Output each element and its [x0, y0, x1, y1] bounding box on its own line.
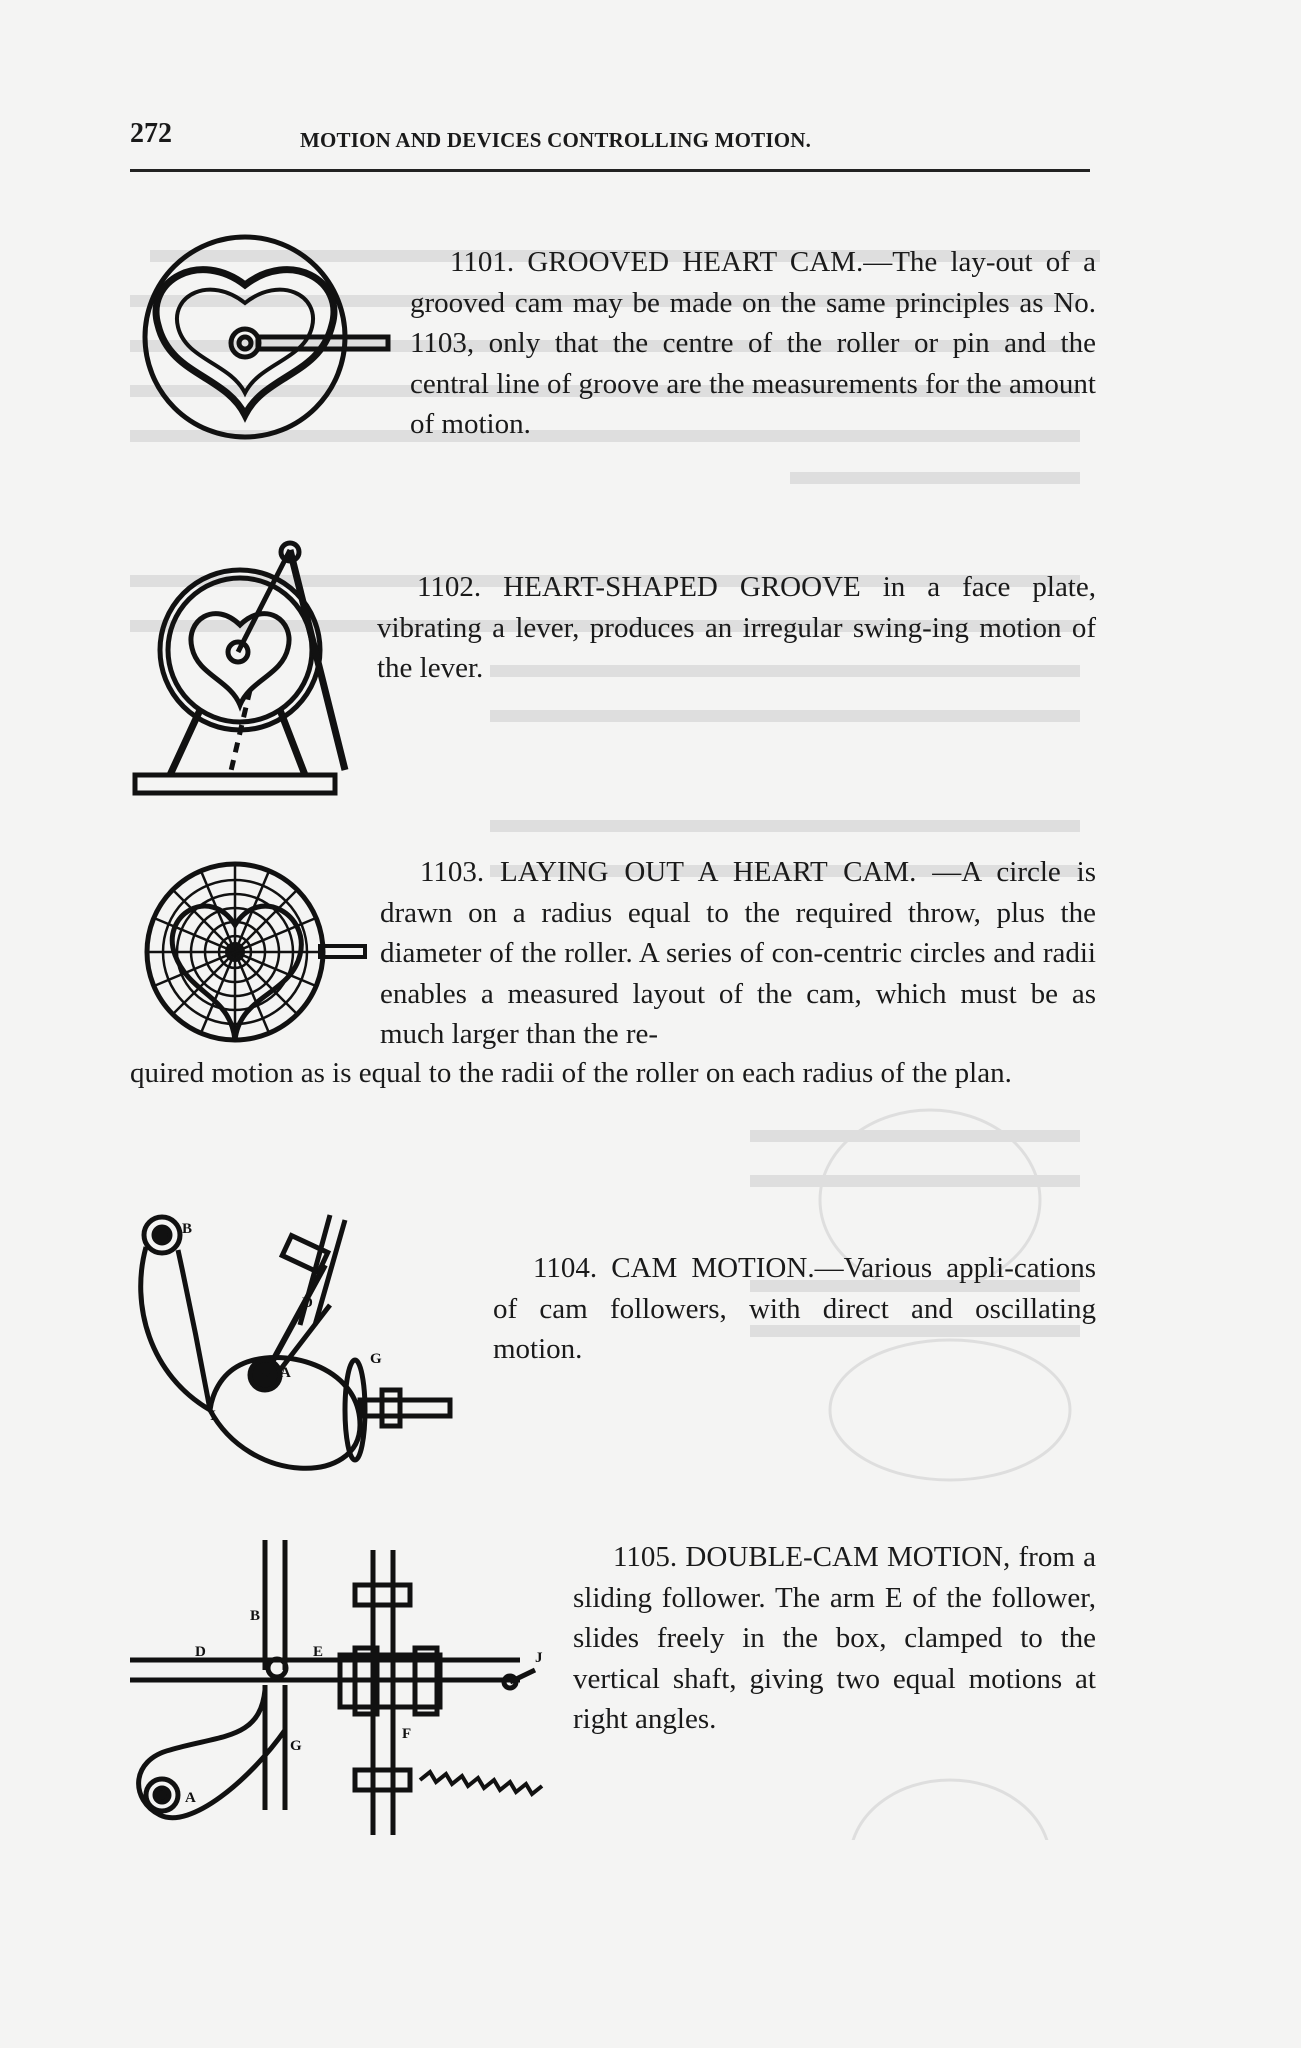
figure-cam-motion [130, 1195, 470, 1495]
label-a: A [185, 1790, 196, 1806]
figure-heart-shaped-groove [130, 540, 360, 805]
running-title: MOTION AND DEVICES CONTROLLING MOTION. [300, 128, 812, 152]
figure-laying-out-heart-cam [140, 855, 370, 1050]
page-number: 272 [130, 118, 172, 149]
header-rule [130, 169, 1090, 172]
figure-grooved-heart-cam [130, 225, 400, 450]
label-a: A [280, 1365, 291, 1381]
entry-1102-text: 1102. HEART-SHAPED GROOVE in a face plate, vibrating a lever, produces an irregular swing-ing motion of the lever. [377, 571, 1096, 684]
label-i: I [210, 1408, 216, 1424]
label-g: G [290, 1738, 302, 1754]
figure-double-cam-motion [130, 1530, 570, 1850]
label-d: D [195, 1644, 206, 1660]
entry-1103-text-continued: quired motion as is equal to the radii of the roller on each radius of the plan. [130, 1057, 1012, 1089]
label-f: F [402, 1726, 412, 1742]
entry-1105-text: 1105. DOUBLE-CAM MOTION, from a sliding follower. The arm E of the follower, slides freely in the box, clamped to the vertical shaft, giving two equal motions at right angles. [573, 1541, 1096, 1735]
entry-1101-text: 1101. GROOVED HEART CAM.—The lay-out of a grooved cam may be made on the same principles as No. 1103, only that the centre of the roller or pin and the central line of groove are the measurements for the amount of motion. [410, 246, 1096, 440]
entry-1104-text: 1104. CAM MOTION.—Various appli-cations of cam followers, with direct and oscillating motion. [493, 1252, 1096, 1365]
entry-1103-text: 1103. LAYING OUT A HEART CAM. —A circle is drawn on a radius equal to the required throw, plus the diameter of the roller. A series of con-centric circles and radii enables a measured layout of the cam, which must be as much larger than the re- [380, 856, 1096, 1050]
label-b: B [182, 1221, 193, 1237]
label-j: J [535, 1650, 543, 1666]
label-g: G [370, 1351, 382, 1367]
label-b: B [250, 1608, 261, 1624]
label-e: E [313, 1644, 324, 1660]
label-d: D [302, 1295, 313, 1311]
